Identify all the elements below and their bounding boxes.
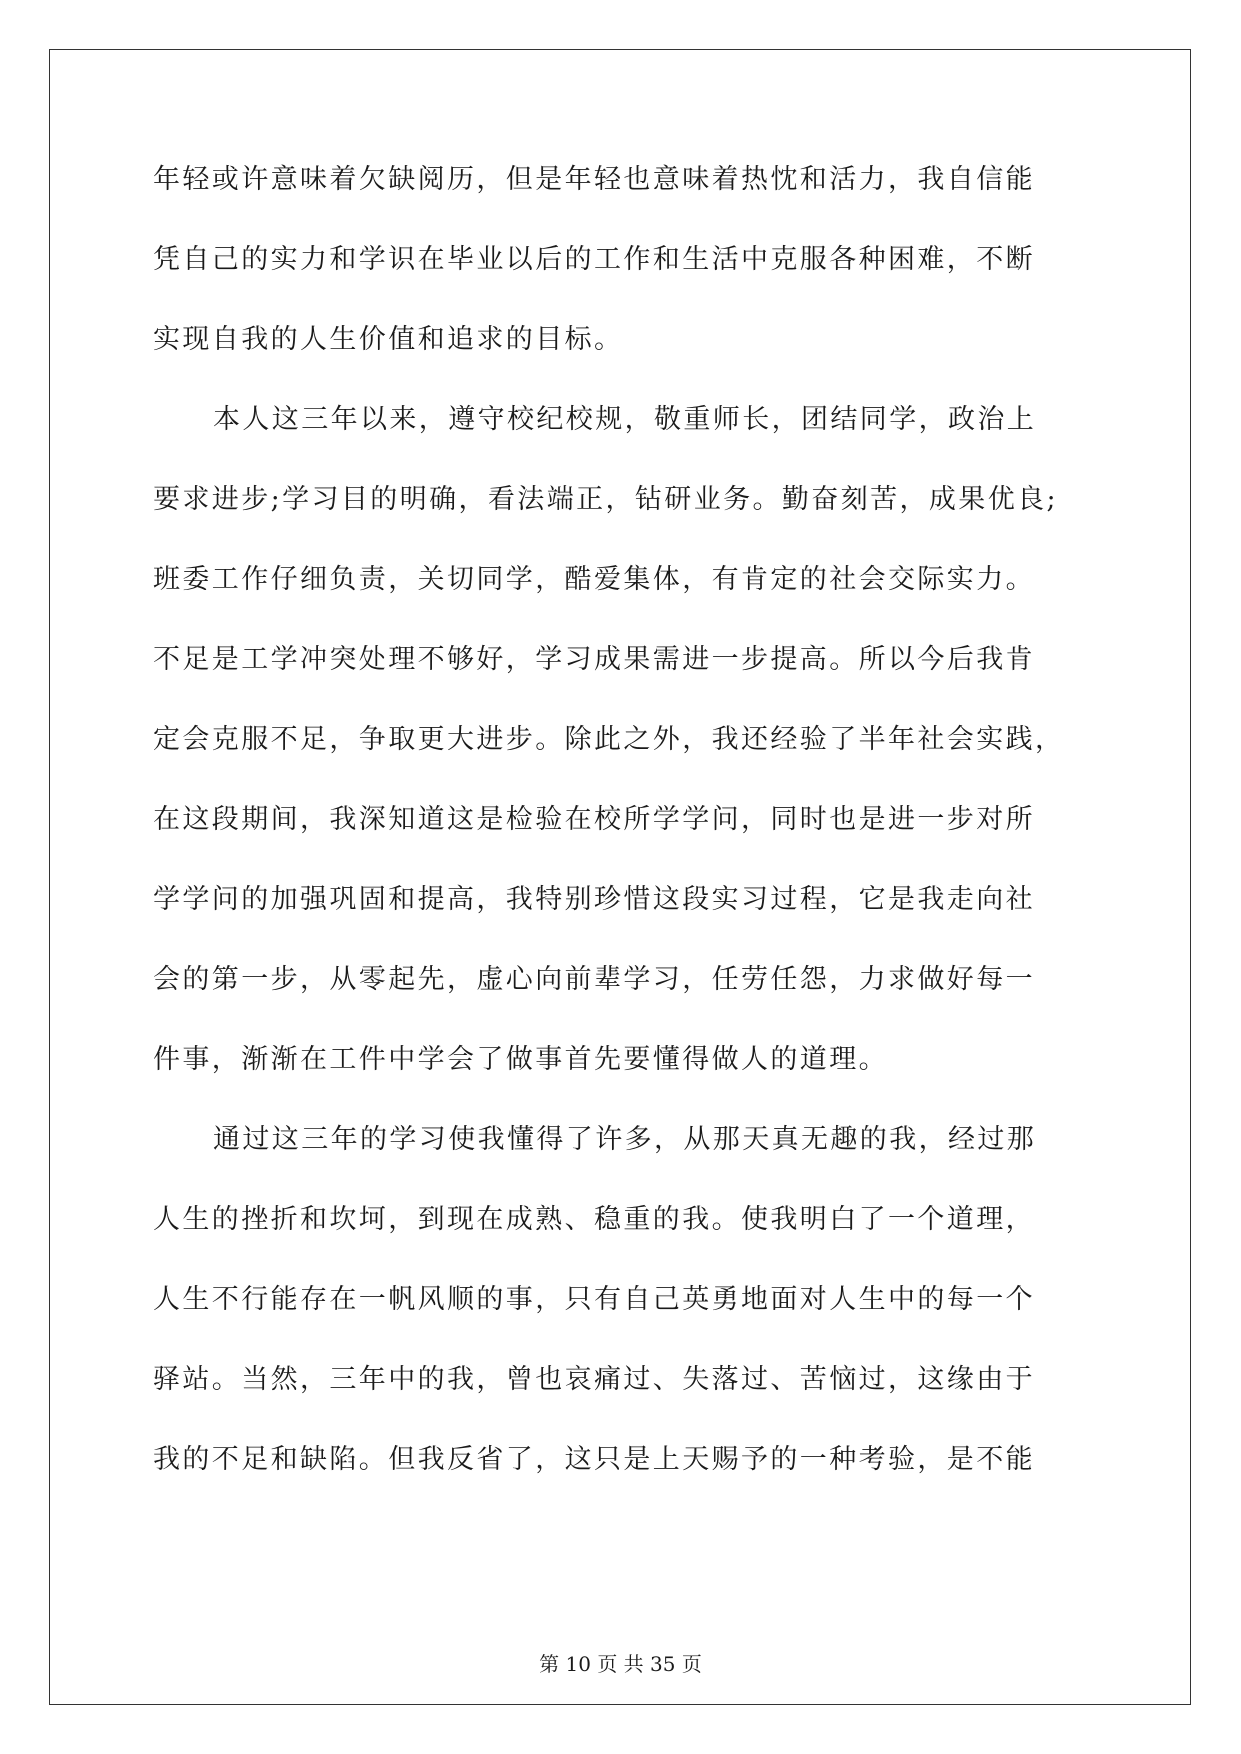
text-line: 学学问的加强巩固和提高，我特别珍惜这段实习过程，它是我走向社: [153, 884, 1035, 915]
text-line: 人生的挫折和坎坷，到现在成熟、稳重的我。使我明白了一个道理，: [153, 1204, 1035, 1235]
page-number-footer: 第 10 页 共 35 页: [539, 1652, 702, 1676]
text-line: 实现自我的人生价值和追求的目标。: [153, 324, 624, 355]
text-line: 定会克服不足，争取更大进步。除此之外，我还经验了半年社会实践，: [153, 724, 1065, 755]
document-body: [153, 160, 1093, 1520]
text-line: 班委工作仔细负责，关切同学，酷爱集体，有肯定的社会交际实力。: [153, 564, 1035, 595]
text-line: 我的不足和缺陷。但我反省了，这只是上天赐予的一种考验，是不能: [153, 1444, 1035, 1475]
text-line: 在这段期间，我深知道这是检验在校所学学问，同时也是进一步对所: [153, 804, 1035, 835]
text-line: 人生不行能存在一帆风顺的事，只有自己英勇地面对人生中的每一个: [153, 1284, 1035, 1315]
text-line: 凭自己的实力和学识在毕业以后的工作和生活中克服各种困难，不断: [153, 244, 1035, 275]
paragraph-start-line: 通过这三年的学习使我懂得了许多，从那天真无趣的我，经过那: [213, 1124, 1037, 1155]
text-line: 会的第一步，从零起先，虚心向前辈学习，任劳任怨，力求做好每一: [153, 964, 1035, 995]
text-line: 要求进步;学习目的明确，看法端正，钻研业务。勤奋刻苦，成果优良;: [153, 484, 1058, 515]
text-line: 年轻或许意味着欠缺阅历，但是年轻也意味着热忱和活力，我自信能: [153, 164, 1035, 195]
text-line: 驿站。当然，三年中的我，曾也哀痛过、失落过、苦恼过，这缘由于: [153, 1364, 1035, 1395]
text-line: 不足是工学冲突处理不够好，学习成果需进一步提高。所以今后我肯: [153, 644, 1035, 675]
paragraph-start-line: 本人这三年以来，遵守校纪校规，敬重师长，团结同学，政治上: [213, 404, 1037, 435]
text-line: 件事，渐渐在工件中学会了做事首先要懂得做人的道理。: [153, 1044, 888, 1075]
